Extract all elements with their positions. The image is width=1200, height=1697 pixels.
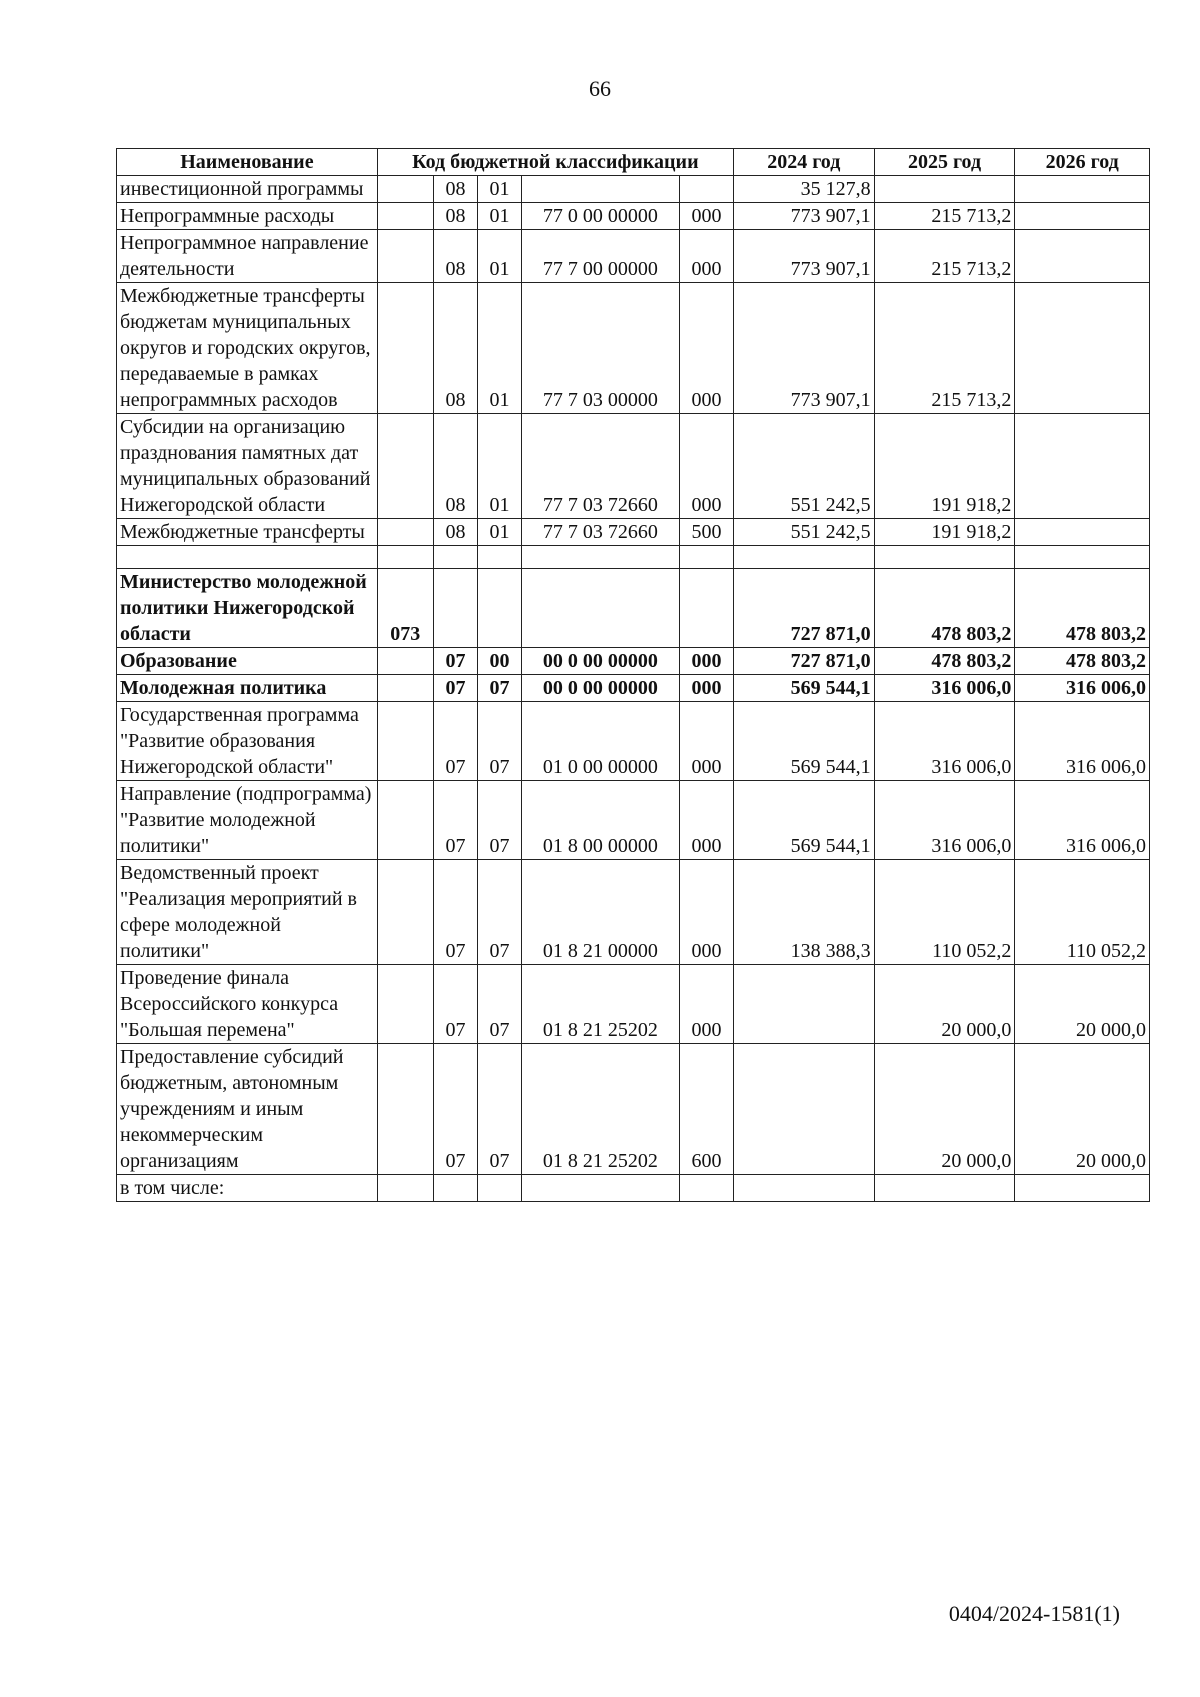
code-expense-type: 000 — [680, 860, 734, 965]
code-subsection — [478, 569, 521, 648]
table-row — [117, 230, 1150, 283]
row-name: Предоставление субсидий бюджетным, автономным учреждениям и иным некоммерческим организациям — [117, 1044, 378, 1175]
code-subsection: 07 — [478, 965, 521, 1044]
code-target: 00 0 00 00000 — [521, 648, 679, 675]
value-2026: 316 006,0 — [1015, 781, 1150, 860]
value-2026: 316 006,0 — [1015, 675, 1150, 702]
document-number: 0404/2024-1581(1) — [948, 1601, 1120, 1626]
value-2025 — [874, 1175, 1015, 1202]
code-target — [521, 1175, 679, 1202]
code-section: 08 — [433, 283, 478, 414]
code-expense-type — [680, 176, 734, 203]
value-2024: 569 544,1 — [733, 702, 874, 781]
value-2024: 551 242,5 — [733, 519, 874, 546]
header-2025: 2025 год — [874, 149, 1015, 176]
value-2024: 727 871,0 — [733, 569, 874, 648]
empty-cell — [377, 546, 433, 569]
value-2026 — [1015, 230, 1150, 283]
value-2026: 478 803,2 — [1015, 569, 1150, 648]
value-2024: 773 907,1 — [733, 203, 874, 230]
table-row — [117, 1044, 1150, 1175]
spacer-row — [117, 546, 1150, 569]
code-admin — [377, 781, 433, 860]
row-name: Государственная программа "Развитие образования Нижегородской области" — [117, 702, 378, 781]
row-name: Министерство молодежной политики Нижегородской области — [117, 569, 378, 648]
code-target: 01 8 21 25202 — [521, 965, 679, 1044]
value-2025: 110 052,2 — [874, 860, 1015, 965]
code-section: 07 — [433, 648, 478, 675]
code-expense-type: 000 — [680, 414, 734, 519]
table-row — [117, 675, 1150, 702]
code-target: 77 7 00 00000 — [521, 230, 679, 283]
value-2024 — [733, 1175, 874, 1202]
code-section: 07 — [433, 965, 478, 1044]
code-subsection: 01 — [478, 230, 521, 283]
value-2025 — [874, 176, 1015, 203]
code-admin — [377, 519, 433, 546]
row-name: Направление (подпрограмма) "Развитие молодежной политики" — [117, 781, 378, 860]
code-admin — [377, 675, 433, 702]
table-row — [117, 569, 1150, 648]
header-name: Наименование — [117, 149, 378, 176]
code-admin — [377, 1175, 433, 1202]
table-row — [117, 965, 1150, 1044]
code-subsection: 00 — [478, 648, 521, 675]
code-admin — [377, 203, 433, 230]
value-2026 — [1015, 519, 1150, 546]
code-admin — [377, 283, 433, 414]
value-2025: 478 803,2 — [874, 569, 1015, 648]
header-code: Код бюджетной классификации — [377, 149, 733, 176]
code-target: 01 8 21 00000 — [521, 860, 679, 965]
table-row — [117, 860, 1150, 965]
row-name: Непрограммное направление деятельности — [117, 230, 378, 283]
table-row — [117, 702, 1150, 781]
page-number: 66 — [589, 76, 611, 101]
empty-cell — [521, 546, 679, 569]
header-2024: 2024 год — [733, 149, 874, 176]
value-2025: 215 713,2 — [874, 203, 1015, 230]
row-name: Непрограммные расходы — [117, 203, 378, 230]
value-2024: 569 544,1 — [733, 781, 874, 860]
empty-cell — [733, 546, 874, 569]
value-2026: 20 000,0 — [1015, 1044, 1150, 1175]
code-admin — [377, 414, 433, 519]
code-section: 08 — [433, 414, 478, 519]
value-2025: 316 006,0 — [874, 675, 1015, 702]
code-expense-type: 500 — [680, 519, 734, 546]
empty-cell — [874, 546, 1015, 569]
code-section: 07 — [433, 702, 478, 781]
code-admin — [377, 1044, 433, 1175]
value-2026: 478 803,2 — [1015, 648, 1150, 675]
row-name: Молодежная политика — [117, 675, 378, 702]
code-subsection: 07 — [478, 781, 521, 860]
value-2024 — [733, 1044, 874, 1175]
code-expense-type: 600 — [680, 1044, 734, 1175]
code-expense-type: 000 — [680, 675, 734, 702]
empty-cell — [117, 546, 378, 569]
value-2024: 138 388,3 — [733, 860, 874, 965]
code-expense-type: 000 — [680, 283, 734, 414]
table-row — [117, 648, 1150, 675]
code-subsection: 07 — [478, 1044, 521, 1175]
row-name: Образование — [117, 648, 378, 675]
row-name: в том числе: — [117, 1175, 378, 1202]
value-2024: 569 544,1 — [733, 675, 874, 702]
value-2026: 110 052,2 — [1015, 860, 1150, 965]
code-expense-type — [680, 1175, 734, 1202]
table-body — [117, 176, 1150, 1202]
empty-cell — [433, 546, 478, 569]
value-2026: 316 006,0 — [1015, 702, 1150, 781]
code-expense-type: 000 — [680, 965, 734, 1044]
value-2025: 215 713,2 — [874, 230, 1015, 283]
value-2024: 727 871,0 — [733, 648, 874, 675]
value-2026 — [1015, 283, 1150, 414]
code-subsection — [478, 1175, 521, 1202]
table-row — [117, 414, 1150, 519]
row-name: Ведомственный проект "Реализация мероприятий в сфере молодежной политики" — [117, 860, 378, 965]
value-2026 — [1015, 203, 1150, 230]
row-name: Проведение финала Всероссийского конкурса "Большая перемена" — [117, 965, 378, 1044]
table-header-row — [117, 149, 1150, 176]
code-expense-type: 000 — [680, 648, 734, 675]
code-section: 08 — [433, 519, 478, 546]
code-subsection: 07 — [478, 702, 521, 781]
code-section: 07 — [433, 860, 478, 965]
value-2025: 191 918,2 — [874, 414, 1015, 519]
row-name: Субсидии на организацию празднования памятных дат муниципальных образований Нижегородской области — [117, 414, 378, 519]
empty-cell — [680, 546, 734, 569]
code-target — [521, 569, 679, 648]
row-name: Межбюджетные трансферты — [117, 519, 378, 546]
empty-cell — [478, 546, 521, 569]
code-section: 07 — [433, 675, 478, 702]
code-admin — [377, 176, 433, 203]
code-target: 77 7 03 00000 — [521, 283, 679, 414]
table-row — [117, 176, 1150, 203]
code-target: 00 0 00 00000 — [521, 675, 679, 702]
code-target: 01 8 21 25202 — [521, 1044, 679, 1175]
code-subsection: 01 — [478, 176, 521, 203]
code-subsection: 01 — [478, 283, 521, 414]
value-2026 — [1015, 414, 1150, 519]
code-admin — [377, 965, 433, 1044]
table-row — [117, 1175, 1150, 1202]
row-name: инвестиционной программы — [117, 176, 378, 203]
header-2026: 2026 год — [1015, 149, 1150, 176]
code-admin — [377, 648, 433, 675]
table-row — [117, 283, 1150, 414]
code-target: 01 8 00 00000 — [521, 781, 679, 860]
code-subsection: 07 — [478, 675, 521, 702]
code-section: 08 — [433, 203, 478, 230]
code-section — [433, 1175, 478, 1202]
code-subsection: 01 — [478, 414, 521, 519]
value-2025: 20 000,0 — [874, 965, 1015, 1044]
empty-cell — [1015, 546, 1150, 569]
value-2024: 773 907,1 — [733, 283, 874, 414]
code-admin — [377, 702, 433, 781]
row-name: Межбюджетные трансферты бюджетам муниципальных округов и городских округов, передаваемые в рамках непрограммных расходов — [117, 283, 378, 414]
code-subsection: 01 — [478, 203, 521, 230]
value-2024: 551 242,5 — [733, 414, 874, 519]
value-2026: 20 000,0 — [1015, 965, 1150, 1044]
code-subsection: 07 — [478, 860, 521, 965]
table-row — [117, 519, 1150, 546]
table-row — [117, 781, 1150, 860]
code-expense-type: 000 — [680, 781, 734, 860]
code-section — [433, 569, 478, 648]
code-target — [521, 176, 679, 203]
value-2024 — [733, 965, 874, 1044]
code-target: 77 7 03 72660 — [521, 519, 679, 546]
value-2025: 316 006,0 — [874, 702, 1015, 781]
code-expense-type: 000 — [680, 230, 734, 283]
code-section: 08 — [433, 176, 478, 203]
code-target: 01 0 00 00000 — [521, 702, 679, 781]
value-2025: 20 000,0 — [874, 1044, 1015, 1175]
code-expense-type: 000 — [680, 203, 734, 230]
code-section: 08 — [433, 230, 478, 283]
value-2026 — [1015, 1175, 1150, 1202]
code-admin: 073 — [377, 569, 433, 648]
value-2026 — [1015, 176, 1150, 203]
value-2025: 215 713,2 — [874, 283, 1015, 414]
value-2025: 478 803,2 — [874, 648, 1015, 675]
code-admin — [377, 860, 433, 965]
budget-table — [116, 148, 1150, 1202]
value-2025: 191 918,2 — [874, 519, 1015, 546]
code-target: 77 0 00 00000 — [521, 203, 679, 230]
value-2025: 316 006,0 — [874, 781, 1015, 860]
code-expense-type: 000 — [680, 702, 734, 781]
value-2024: 773 907,1 — [733, 230, 874, 283]
code-expense-type — [680, 569, 734, 648]
table-row — [117, 203, 1150, 230]
code-target: 77 7 03 72660 — [521, 414, 679, 519]
code-subsection: 01 — [478, 519, 521, 546]
value-2024: 35 127,8 — [733, 176, 874, 203]
code-section: 07 — [433, 781, 478, 860]
code-section: 07 — [433, 1044, 478, 1175]
code-admin — [377, 230, 433, 283]
